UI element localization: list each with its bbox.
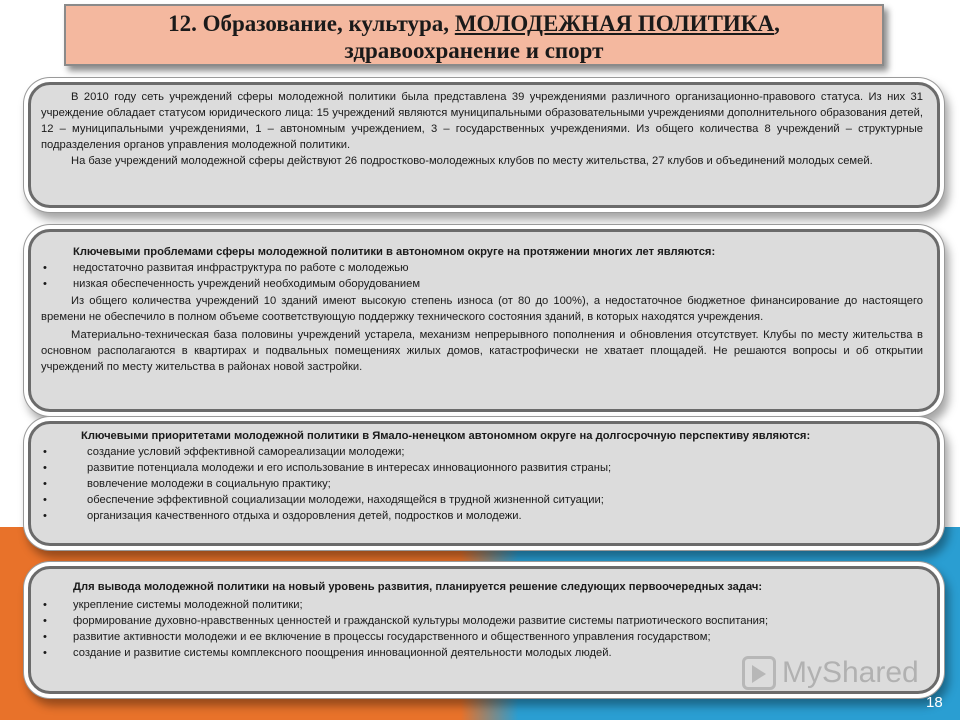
panel-key-priorities [28,421,940,546]
paragraph: Из общего количества учреждений 10 зданий имеют высокую степень износа (от 80 до 100%), а недостаточное бюджетное финансирование до настоящего времени не обеспечило в полном объеме соответствующую поддержку технического состояния зданий, в которых находятся учреждения. [41,295,923,323]
panel-key-problems [28,229,940,412]
bullet-icon: • [43,599,47,611]
bullet-icon: • [43,615,47,627]
bullet-icon: • [43,446,47,458]
panel-heading: Ключевыми проблемами сферы молодежной политики в автономном округе на протяжении многих лет являются: [73,246,716,258]
watermark-text: MyShared [782,656,919,689]
bullet-icon: • [43,510,47,522]
list-item: • недостаточно развитая инфраструктура по работе с молодежью [43,262,409,274]
paragraph: В 2010 году сеть учреждений сферы молодежной политики была представлена 39 учреждениями различного организационно-правового статуса. Из них 31 учреждение обладает статусом юридического лица: 15 учреждений являются муниципальными образовательными учреждениями дополнительного образования детей, 12 – муниципальными учреждениями, 1 – автономным учреждением, 3 – государственных учреждениями. Из общего количества 8 учреждений – структурные подразделения органов управления молодежной политики. [41,91,923,151]
list-item: • формирование духовно-нравственных ценностей и гражданской культуры молодежи развитие системы патриотического воспитания; [43,615,769,627]
list-item: • создание условий эффективной самореализации молодежи; [43,446,405,458]
bullet-icon: • [43,262,47,274]
bullet-icon: • [43,631,47,643]
watermark-logo [742,653,919,693]
paragraph: На базе учреждений молодежной сферы действуют 26 подростково-молодежных клубов по месту жительства, 27 клубов и объединений молодых семей. [71,155,873,167]
play-icon [742,656,776,690]
title-line-1: 12. Образование, культура, МОЛОДЕЖНАЯ ПОЛИТИКА, [168,11,780,36]
list-item: • обеспечение эффективной социализации молодежи, находящейся в трудной жизненной ситуации; [43,494,604,506]
panel-heading: Ключевыми приоритетами молодежной политики в Ямало-ненецком автономном округе на долгосрочную перспективу являются: [81,430,811,442]
title-line-2: здравоохранение и спорт [344,38,604,63]
list-item: • вовлечение молодежи в социальную практику; [43,478,331,490]
list-item: • организация качественного отдыха и оздоровления детей, подростков и молодежи. [43,510,522,522]
page-number: 18 [926,694,943,711]
list-item: • развитие активности молодежи и ее включение в процессы государственного и общественного управления государством; [43,631,711,643]
bullet-icon: • [43,278,47,290]
list-item: • создание и развитие системы комплексного поощрения инновационной деятельности молодых людей. [43,647,612,659]
paragraph: Материально-техническая база половины учреждений устарела, механизм непрерывного пополнения и обновления отсутствует. Клубы по месту жительства в основном располагаются в квартирах и подвальных помещениях жилых домов, катастрофически не хватает площадей. Не решаются вопросы и об открытии учреждений по месту жительства в районах новой застройки. [41,329,923,373]
panel-heading: Для вывода молодежной политики на новый уровень развития, планируется решение следующих первоочередных задач: [73,581,763,593]
list-item: • развитие потенциала молодежи и его использование в интересах инновационного развития страны; [43,462,612,474]
list-item: • укрепление системы молодежной политики; [43,599,303,611]
bullet-icon: • [43,647,47,659]
slide-title [64,4,884,66]
bullet-icon: • [43,494,47,506]
list-item: • низкая обеспеченность учреждений необходимым оборудованием [43,278,421,290]
bullet-icon: • [43,462,47,474]
title-underlined-phrase: МОЛОДЕЖНАЯ ПОЛИТИКА [454,11,775,36]
panel-network-overview [28,82,940,208]
bullet-icon: • [43,478,47,490]
